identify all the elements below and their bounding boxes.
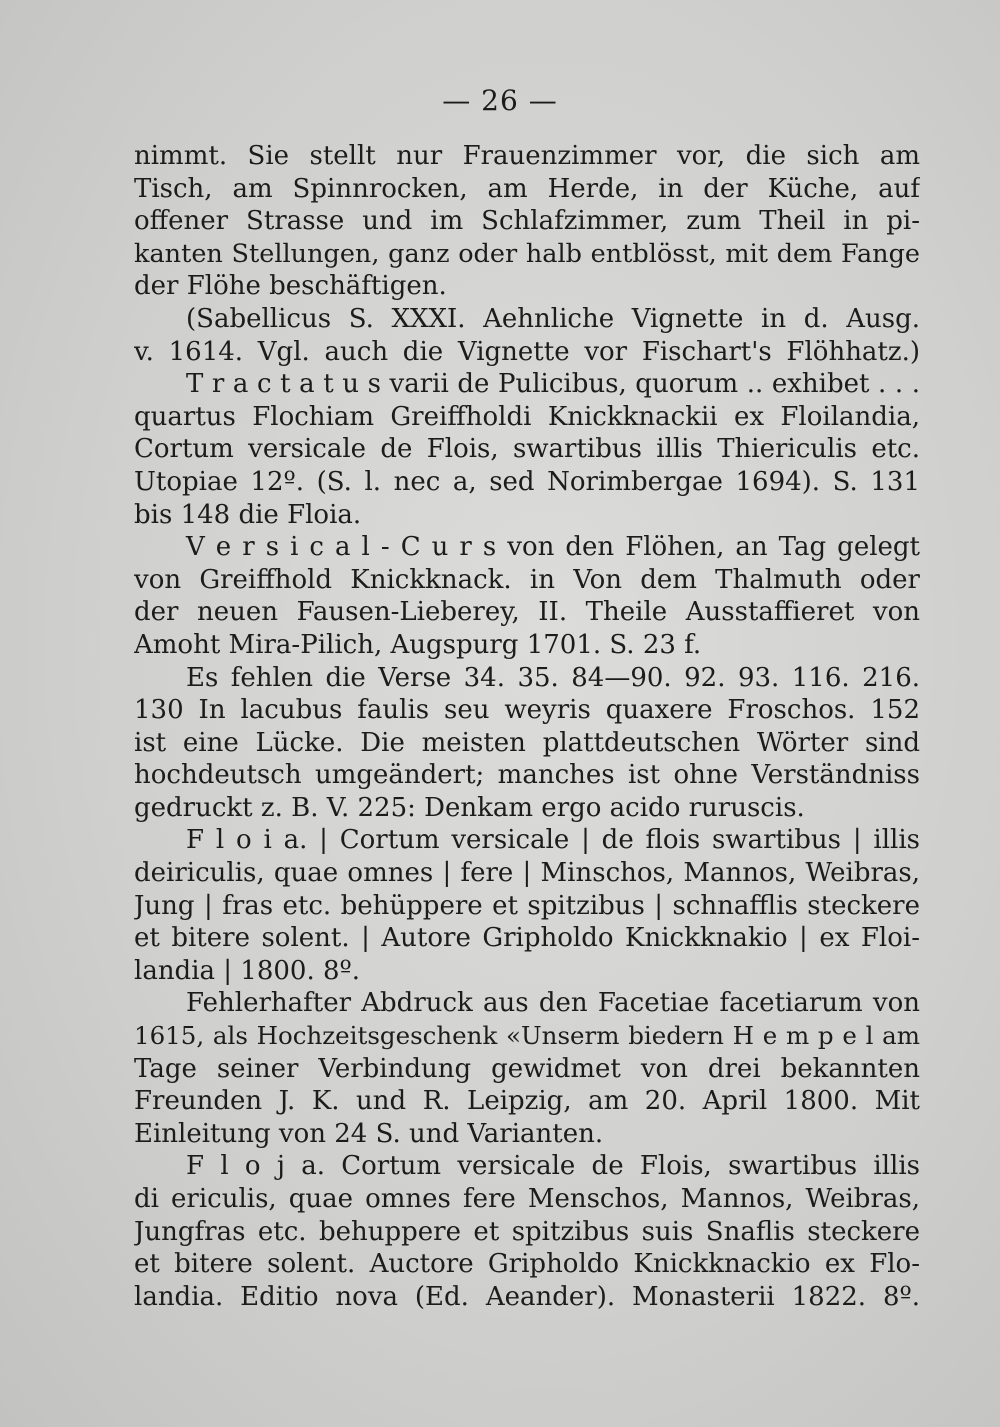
text-line: Fehlerhafter Abdruck aus den Facetiae facetiarum von (186, 988, 920, 1019)
text-line: F l o j a. Cortum versicale de Flois, swartibus illis (186, 1151, 920, 1182)
text-line: deiriculis, quae omnes | fere | Minschos, Mannos, Weibras, (134, 858, 920, 889)
text-line: F l o i a. | Cortum versicale | de flois swartibus | illis (186, 825, 920, 856)
text-line: V e r s i c a l - C u r s von den Flöhen, an Tag gelegt (186, 532, 920, 563)
text-line: landia. Editio nova (Ed. Aeander). Monasterii 1822. 8º. (134, 1281, 920, 1312)
text-line: Jungfras etc. behuppere et spitzibus suis Snaflis steckere (134, 1216, 920, 1247)
text-line: quartus Flochiam Greiffholdi Knickknackii ex Floilandia, (134, 401, 920, 432)
text-line: Einleitung von 24 S. und Varianten. (134, 1118, 604, 1149)
text-line: der Flöhe beschäftigen. (134, 271, 447, 302)
text-line: hochdeutsch umgeändert; manches ist ohne Verständniss (134, 760, 920, 791)
text-line: Freunden J. K. und R. Leipzig, am 20. April 1800. Mit (134, 1086, 920, 1117)
text-line: et bitere solent. Auctore Gripholdo Knickknackio ex Flo- (134, 1249, 920, 1280)
text-line: v. 1614. Vgl. auch die Vignette vor Fischart's Flöhhatz.) (134, 336, 920, 367)
text-line: di ericulis, quae omnes fere Menschos, Mannos, Weibras, (134, 1184, 920, 1214)
text-line: der neuen Fausen-Lieberey, II. Theile Ausstaffieret von (134, 597, 920, 628)
text-line: landia | 1800. 8º. (134, 955, 361, 986)
text-line: von Greiffhold Knickknack. in Von dem Thalmuth oder (134, 564, 920, 595)
text-line: Es fehlen die Verse 34. 35. 84—90. 92. 93. 116. 216. (186, 662, 920, 693)
text-line: offener Strasse und im Schlafzimmer, zum Theil in pi- (134, 206, 920, 237)
text-line: kanten Stellungen, ganz oder halb entblösst, mit dem Fange (134, 238, 920, 269)
text-line: 130 In lacubus faulis seu weyris quaxere Froschos. 152 (134, 695, 920, 726)
body-text (134, 140, 920, 1313)
text-line: Tisch, am Spinnrocken, am Herde, in der Küche, auf (134, 173, 920, 204)
text-line: 1615, als Hochzeitsgeschenk «Unserm biedern H e m p e l am (134, 1021, 920, 1051)
text-line: T r a c t a t u s varii de Pulicibus, quorum .. exhibet . . . (186, 369, 920, 400)
text-line: ist eine Lücke. Die meisten plattdeutschen Wörter sind (134, 727, 920, 758)
text-line: bis 148 die Floia. (134, 499, 362, 530)
text-line: Cortum versicale de Flois, swartibus illis Thiericulis etc. (134, 434, 920, 465)
text-line: et bitere solent. | Autore Gripholdo Knickknakio | ex Floi- (134, 923, 920, 954)
text-line: (Sabellicus S. XXXI. Aehnliche Vignette in d. Ausg. (186, 303, 920, 334)
text-line: Utopiae 12º. (S. l. nec a, sed Norimbergae 1694). S. 131 (134, 466, 920, 497)
page-number: — 26 — (442, 84, 558, 117)
text-line: Amoht Mira-Pilich, Augspurg 1701. S. 23 f. (134, 629, 702, 660)
text-line: Tage seiner Verbindung gewidmet von drei bekannten (134, 1053, 920, 1084)
text-line: nimmt. Sie stellt nur Frauenzimmer vor, die sich am (134, 141, 920, 171)
text-line: gedruckt z. B. V. 225: Denkam ergo acido ruruscis. (134, 792, 805, 823)
text-line: Jung | fras etc. behüppere et spitzibus | schnafflis steckere (134, 890, 920, 921)
